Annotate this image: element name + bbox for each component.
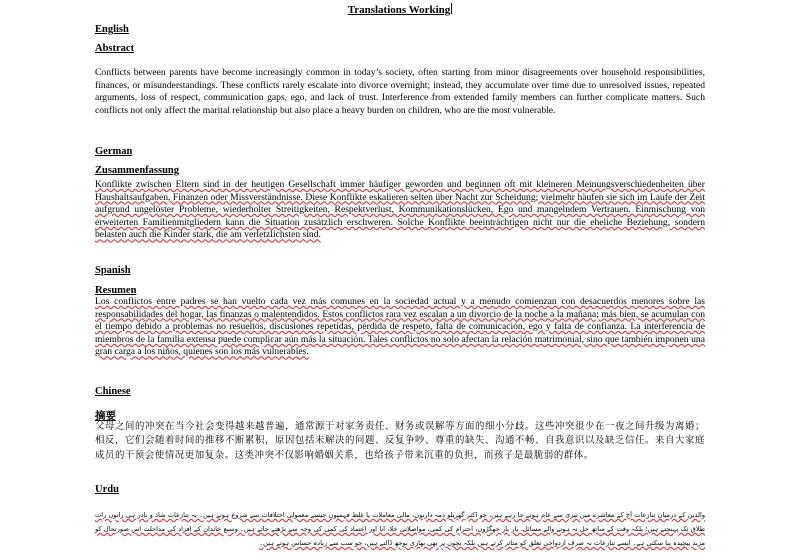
urdu-heading: Urdu [95, 484, 119, 495]
english-abstract-text[interactable]: Conflicts between parents have become increasingly common in today’s society, often starting from minor disagreements over household responsibilities, finances, or misunderstandings. These conflicts rarely escalate into divorce overnight; instead, they accumulate over time due to unresolved issues, repeated arguments, loss of respect, communication gaps, ego, and lack of trust. Interference from extended family members can further complicate matters. Such conflicts not only affect the marital relationship but also place a heavy burden on children, who are the most vulnerable. [95, 67, 705, 116]
german-abstract-body: Konflikte zwischen Eltern sind in der heutigen Gesellschaft immer häufiger geworden und beginnen oft mit kleineren Meinungsverschiedenheiten über Haushaltsaufgaben, Finanzen oder Missverständnisse. Diese Konflikte eskalieren selten über Nacht zur Scheidung; vielmehr häufen sie sich im Laufe der Zeit aufgrund ungelöster Probleme, wiederholter Streitigkeiten, Respektverlust, Kommunikationslücken, Ego und mangelndem Vertrauen. Einmischung von erweiterten Familienmitgliedern kann die Situation zusätzlich erschweren. Solche Konflikte beeinträchtigen nicht nur die eheliche Beziehung, sondern belasten auch die Kinder stark, die am verletzlichsten sind. [95, 179, 705, 241]
document-title-line [0, 3, 800, 16]
urdu-abstract-text[interactable]: والدین کے درمیان تنازعات آج کے معاشرے میں تیزی سے عام ہوتے جا رہے ہیں، جو اکثر گھریلو ذمہ داریوں، مالی معاملات یا غلط فہمیوں جیسے معمولی اختلافات سے شروع ہوتے ہیں۔ یہ تنازعات شاذ و نادر ہی راتوں رات طلاق تک پہنچتے ہیں؛ بلکہ وقت کے ساتھ حل نہ ہونے والے مسائل، بار بار جھگڑوں، احترام کی کمی، مواصلاتی خلا، انا اور اعتماد کی کمی کی وجہ سے بڑھتے جاتے ہیں۔ وسیع خاندان کے افراد کی مداخلت اس صورتحال کو مزید پیچیدہ بنا سکتی ہے۔ ایسے تنازعات نہ صرف ازدواجی تعلق کو متاثر کرتے ہیں بلکہ بچوں پر بھی بھاری بوجھ ڈالتے ہیں، جو سب سے زیادہ حساس ہوتے ہیں۔ [95, 511, 705, 547]
english-heading: English [95, 24, 129, 35]
chinese-abstract-heading: 摘要 [95, 410, 116, 422]
german-abstract-heading: Zusammenfassung [95, 165, 180, 176]
document-title: Translations Working [347, 4, 451, 16]
spanish-abstract-heading: Resumen [95, 285, 137, 296]
spanish-abstract-text[interactable] [95, 296, 705, 359]
chinese-abstract-text[interactable]: 父母之间的冲突在当今社会变得越来越普遍，通常源于对家务责任、财务或误解等方面的细小分歧。这些冲突很少在一夜之间升级为离婚；相反，它们会随着时间的推移不断累积，原因包括未解决的问题、反复争吵、尊重的缺失、沟通不畅、自我意识以及缺乏信任。来自大家庭成员的干预会使情况更加复杂。这类冲突不仅影响婚姻关系，也给孩子带来沉重的负担，而孩子是最脆弱的群体。 [95, 421, 705, 461]
text-cursor [451, 3, 452, 14]
german-abstract-text[interactable] [95, 179, 705, 242]
spanish-abstract-body: Los conflictos entre padres se han vuelto cada vez más comunes en la sociedad actual y a menudo comienzan con desacuerdos menores sobre las responsabilidades del hogar, las finanzas o malentendidos. Estos conflictos rara vez escalan a un divorcio de la noche a la mañana; más bien, se acumulan con el tiempo debido a problemas no resueltos, discusiones repetidas, pérdida de respeto, falta de comunicación, ego y falta de confianza. La interferencia de miembros de la familia extensa puede complicar aún más la situación. Tales conflictos no solo afectan la relación matrimonial, sino que también imponen una gran carga a los niños, quienes son los más vulnerables. [95, 296, 705, 358]
spanish-heading: Spanish [95, 265, 131, 276]
german-heading: German [95, 146, 133, 157]
chinese-heading: Chinese [95, 386, 131, 397]
english-abstract-heading: Abstract [95, 43, 135, 54]
